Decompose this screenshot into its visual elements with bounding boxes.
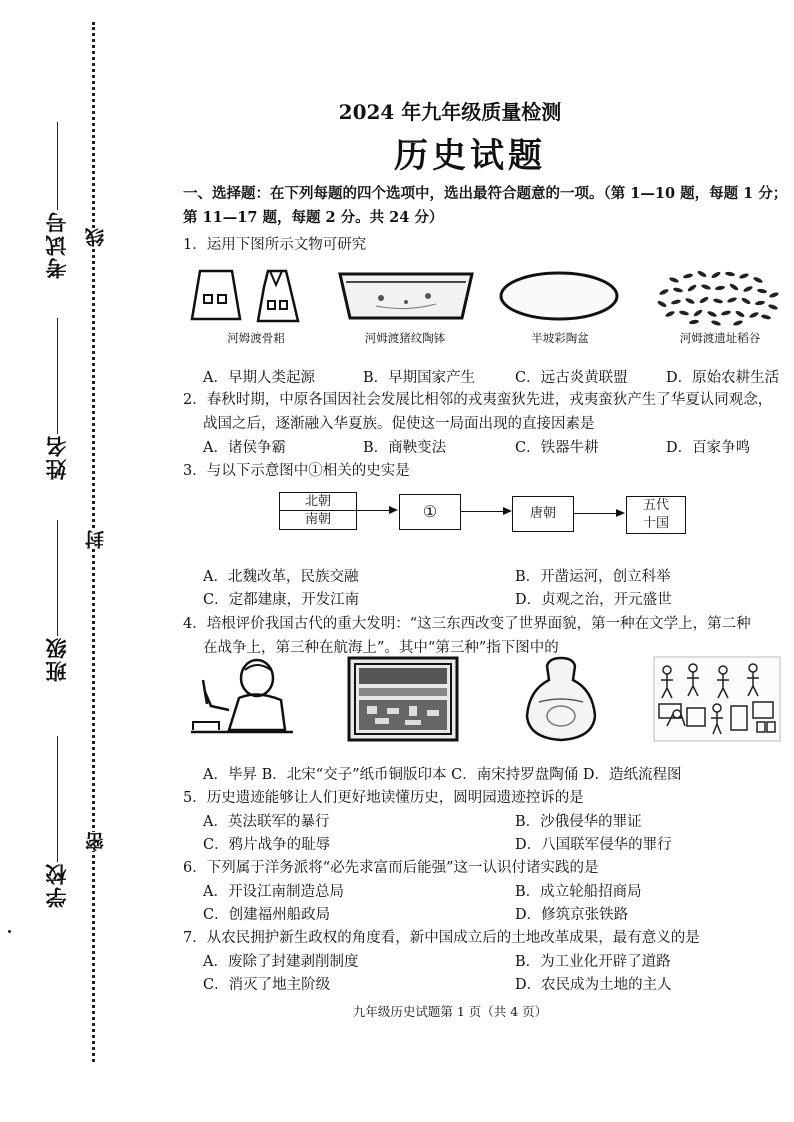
q5-option-d[interactable]: D．八国联军侵华的罪行 — [515, 837, 672, 853]
binding-word-feng: 封 — [82, 530, 102, 549]
bi-sheng-image — [189, 656, 299, 736]
field-exam-number[interactable] — [40, 122, 74, 279]
stray-mark — [8, 930, 11, 933]
pottery-bowl-image — [336, 268, 476, 324]
q6-stem: 6．下列属于洋务派将“必先求富而后能强”这一认识付诸实践的是 — [183, 860, 599, 876]
q5-option-b[interactable]: B．沙俄侵华的罪证 — [515, 814, 642, 830]
papermaking-process-image — [653, 656, 781, 742]
jiaozi-banknote-image — [347, 656, 459, 742]
bone-spade-image — [186, 265, 312, 325]
q1-option-c[interactable]: C．远古炎黄联盟 — [515, 370, 628, 386]
q2-stem-line1: 2．春秋时期，中原各国因社会发展比相邻的戎夷蛮狄先进，戎夷蛮狄产生了华夏认同观念， — [183, 392, 773, 408]
flow-box-blank: ① — [399, 494, 461, 530]
q1-caption-4: 河姆渡遗址稻谷 — [679, 331, 761, 345]
flow-box-shiguo: 十国 — [642, 516, 669, 531]
q1-option-d[interactable]: D．原始农耕生活 — [666, 370, 780, 386]
field-line — [57, 318, 58, 434]
field-school[interactable] — [40, 736, 74, 908]
section-heading-line2: 第 11—17 题，每题 2 分。共 24 分） — [183, 209, 444, 226]
q1-caption-3: 半坡彩陶盆 — [531, 331, 589, 345]
field-label-class: 班级 — [44, 636, 69, 682]
q3-option-a[interactable]: A．北魏改革，民族交融 — [203, 569, 359, 585]
flow-arrow — [356, 510, 396, 511]
flow-box-tang: 唐朝 — [512, 496, 574, 532]
binding-word-mi: 密 — [82, 832, 102, 851]
q1-caption-2: 河姆渡猪纹陶钵 — [364, 331, 446, 345]
q7-option-a[interactable]: A．废除了封建剥削制度 — [203, 954, 359, 970]
q3-option-c[interactable]: C．定都建康，开发江南 — [203, 592, 360, 608]
flow-box-wudai: 五代 — [642, 498, 669, 513]
q3-option-b[interactable]: B．开凿运河，创立科举 — [515, 569, 671, 585]
q6-option-a[interactable]: A．开设江南制造总局 — [203, 884, 344, 900]
q2-option-c[interactable]: C．铁器牛耕 — [515, 440, 599, 456]
q3-option-d[interactable]: D．贞观之治，开元盛世 — [515, 592, 672, 608]
q6-option-d[interactable]: D．修筑京张铁路 — [515, 907, 629, 923]
section-heading-line1: 一、选择题：在下列每题的四个选项中，选出最符合题意的一项。（第 1—10 题，每题 1 分； — [183, 185, 788, 202]
q7-stem: 7．从农民拥护新生政权的角度看，新中国成立后的土地改革成果，最有意义的是 — [183, 930, 700, 946]
q4-stem-line1: 4．培根评价我国古代的重大发明：“这三东西改变了世界面貌，第一种在文学上，第二种 — [183, 616, 751, 632]
compass-figurine-image — [519, 656, 603, 742]
q5-stem: 5．历史遗迹能够让人们更好地读懂历史，圆明园遗迹控诉的是 — [183, 790, 584, 806]
flow-box-five-dynasties — [626, 496, 686, 534]
q1-option-a[interactable]: A．早期人类起源 — [203, 370, 315, 386]
q7-option-d[interactable]: D．农民成为土地的主人 — [515, 977, 672, 993]
q2-option-b[interactable]: B．商鞅变法 — [363, 440, 447, 456]
exam-year-title: 2024 年九年级质量检测 — [338, 100, 562, 124]
rice-grains-image — [654, 266, 784, 326]
exam-main-title: 历史试题 — [394, 136, 546, 176]
q4-stem-line2: 在战争上，第三种在航海上”。其中“第三种”指下图中的 — [203, 640, 559, 656]
q7-option-b[interactable]: B．为工业化开辟了道路 — [515, 954, 671, 970]
q2-option-a[interactable]: A．诸侯争霸 — [203, 440, 286, 456]
q1-stem: 1．运用下图所示文物可研究 — [183, 237, 367, 253]
page-footer: 九年级历史试题第 1 页（共 4 页） — [352, 1004, 548, 1019]
field-line — [57, 736, 58, 862]
q7-option-c[interactable]: C．消灭了地主阶级 — [203, 977, 331, 993]
q6-option-b[interactable]: B．成立轮船招商局 — [515, 884, 642, 900]
field-line — [57, 520, 58, 636]
flow-box-north: 北朝 — [280, 493, 356, 511]
field-label-school: 学校 — [44, 862, 69, 908]
q3-stem: 3．与以下示意图中①相关的史实是 — [183, 463, 410, 479]
q2-stem-line2: 战国之后，逐渐融入华夏族。促使这一局面出现的直接因素是 — [203, 416, 595, 432]
q5-option-a[interactable]: A．英法联军的暴行 — [203, 814, 330, 830]
flow-box-south: 南朝 — [304, 512, 331, 527]
flow-arrow — [573, 513, 623, 514]
field-label-name: 姓名 — [44, 434, 69, 480]
q1-caption-1: 河姆渡骨耜 — [227, 331, 285, 345]
field-line — [57, 122, 58, 210]
q4-options[interactable]: A．毕昇 B．北宋“交子”纸币铜版印本 C．南宋持罗盘陶俑 D．造纸流程图 — [203, 767, 682, 783]
flow-arrow — [460, 511, 510, 512]
field-class[interactable] — [40, 520, 74, 682]
q2-option-d[interactable]: D．百家争鸣 — [666, 440, 751, 456]
field-name[interactable] — [40, 318, 74, 480]
flow-box-north-south — [279, 492, 357, 530]
field-label-exam-number: 考试号 — [44, 210, 69, 279]
q6-option-c[interactable]: C．创建福州船政局 — [203, 907, 331, 923]
painted-basin-image — [498, 268, 620, 324]
binding-word-xian: 线 — [82, 228, 102, 247]
q5-option-c[interactable]: C．鸦片战争的耻辱 — [203, 837, 331, 853]
q1-option-b[interactable]: B．早期国家产生 — [363, 370, 476, 386]
